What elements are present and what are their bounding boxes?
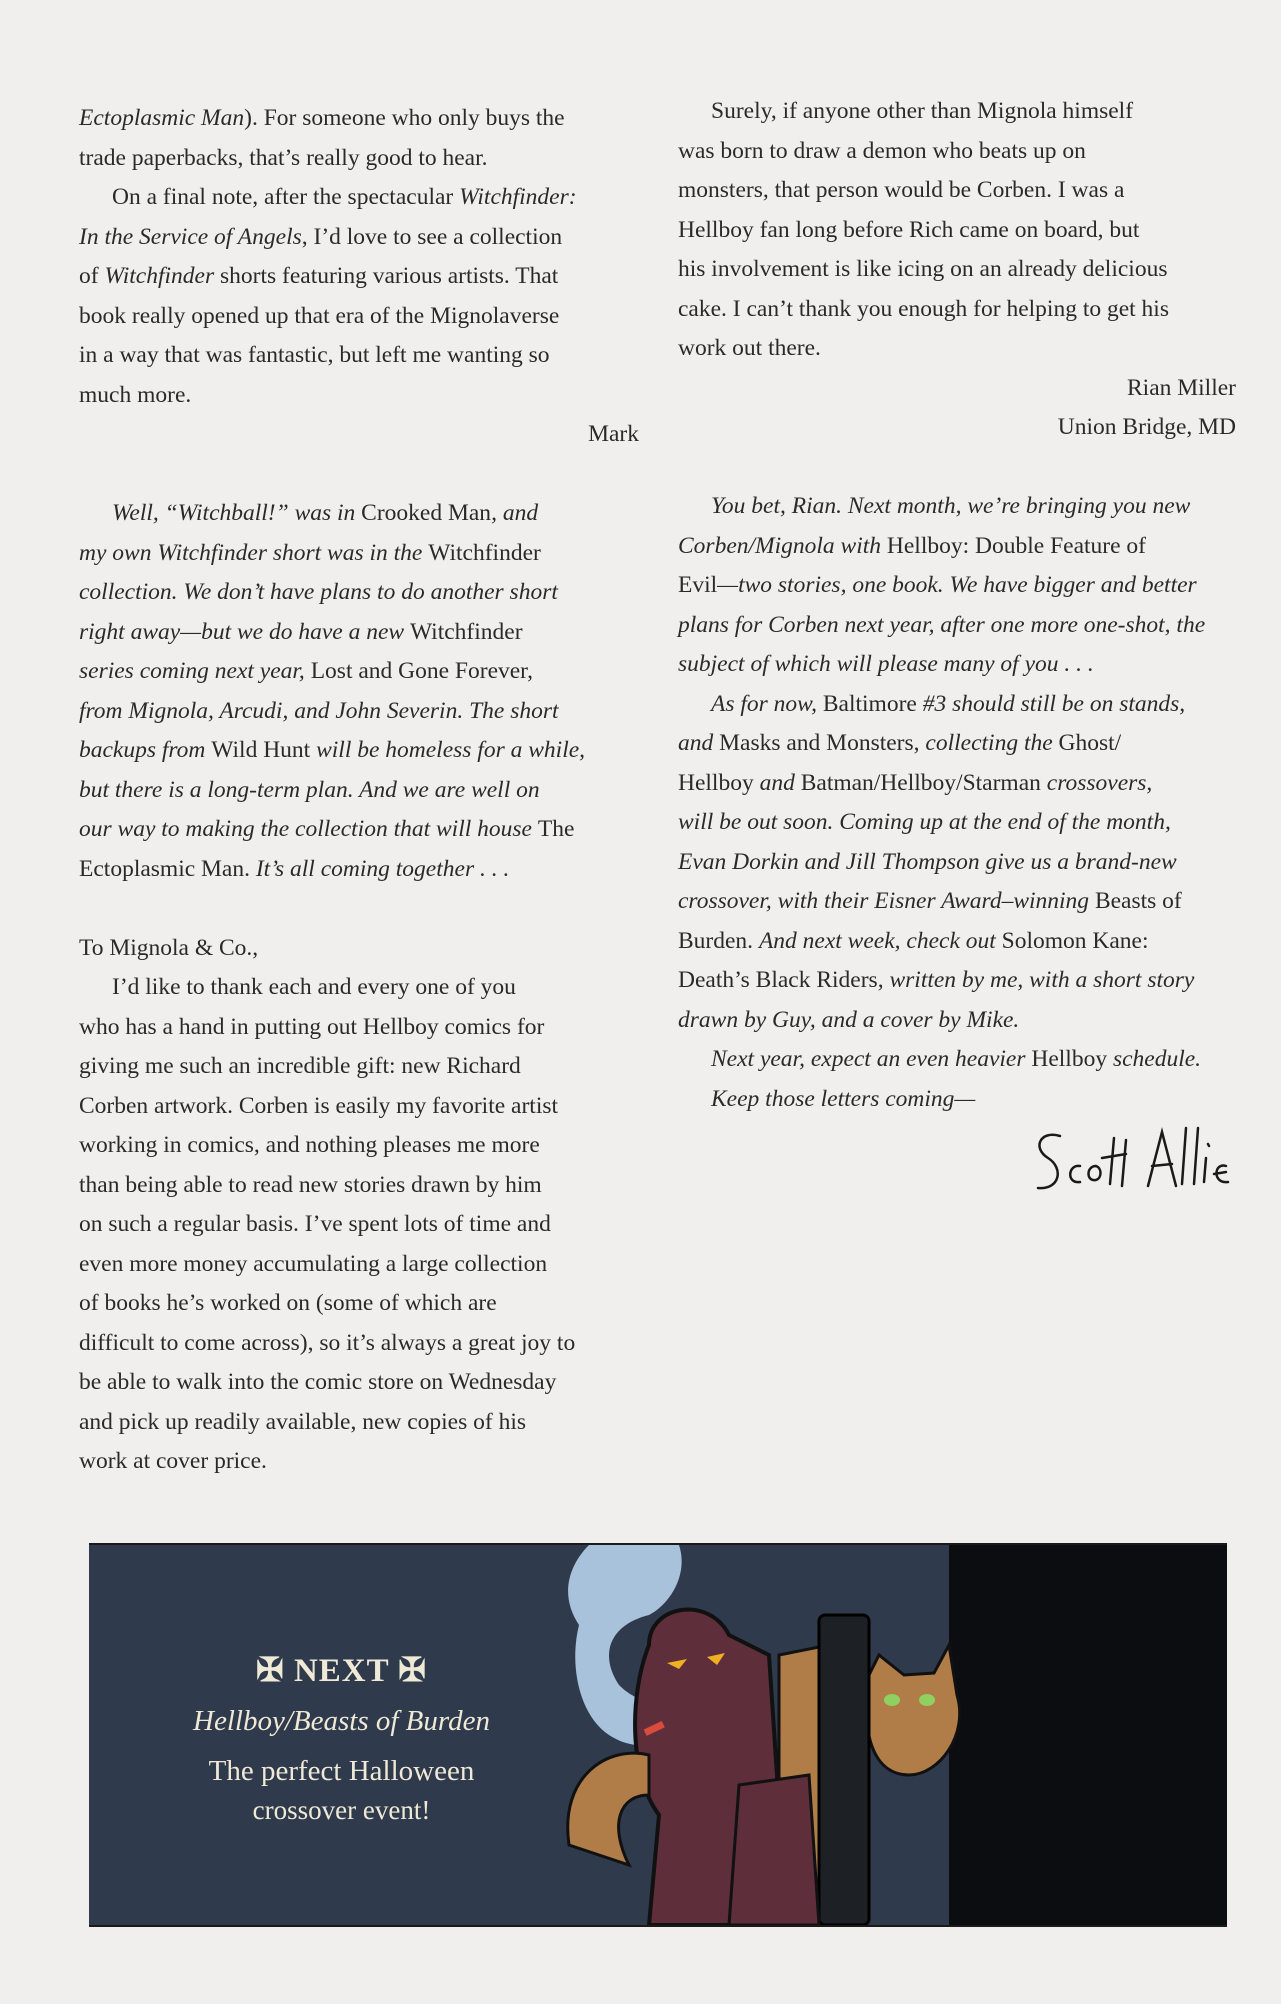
text-segment: Witchfinder:	[459, 184, 577, 210]
text-segment: who has a hand in putting out Hellboy comics for	[79, 1013, 545, 1040]
text-line	[79, 613, 639, 653]
text-segment: Burden.	[678, 927, 759, 954]
banner-tagline-2: crossover event!	[252, 1795, 431, 1825]
text-segment: And next week, check out	[758, 927, 1002, 954]
banner-next-heading: ✠ NEXT ✠	[256, 1653, 427, 1689]
text-line	[79, 1126, 639, 1166]
text-line	[678, 92, 1236, 132]
text-segment: #3 should still be on stands,	[916, 690, 1186, 717]
text-segment: on such a regular basis. I’ve spent lots of time and	[79, 1211, 551, 1237]
blank-line	[79, 455, 639, 495]
text-line	[79, 257, 639, 297]
text-segment: It’s all coming together . . .	[255, 855, 510, 882]
text-segment: Death’s Black Riders,	[678, 967, 890, 993]
text-segment: backups from	[79, 737, 212, 763]
text-segment: than being able to read new stories drawn by him	[79, 1171, 542, 1198]
text-segment: book really opened up that era of the Mignolaverse	[79, 302, 560, 329]
text-segment: collection. We don’t have plans to do another short	[79, 579, 558, 605]
right-column	[678, 92, 1236, 1119]
text-segment: crossovers,	[1046, 769, 1153, 796]
text-segment: Well, “Witchball!” was in	[112, 500, 362, 526]
text-segment: Rian Miller	[1127, 374, 1236, 401]
text-line	[678, 1080, 1236, 1120]
text-line	[678, 606, 1236, 646]
text-segment: shorts featuring various artists. That	[214, 263, 559, 289]
next-issue-banner	[89, 1543, 1227, 1927]
text-segment: Union Bridge, MD	[1057, 414, 1236, 440]
text-segment: Hellboy fan long before Rich came on board, but	[678, 216, 1140, 243]
text-segment: monsters, that person would be Corben. I was a	[678, 177, 1125, 203]
text-line	[678, 764, 1236, 804]
text-line	[79, 99, 639, 139]
blank-line	[79, 889, 639, 929]
text-segment: will be out soon. Coming up at the end of the month,	[678, 809, 1171, 835]
text-segment: even more money accumulating a large collection	[79, 1250, 548, 1277]
text-line	[79, 1205, 639, 1245]
text-line	[79, 692, 639, 732]
text-line	[79, 573, 639, 613]
text-segment: and	[678, 730, 720, 756]
text-segment: , and	[491, 500, 539, 526]
text-line	[79, 731, 639, 771]
text-segment: subject of which will please many of you . . .	[678, 651, 1094, 677]
text-segment: Hellboy	[1031, 1046, 1108, 1072]
text-line	[79, 297, 639, 337]
text-segment: I’d like to thank each and every one of you	[112, 974, 516, 1000]
text-segment: work out there.	[678, 335, 821, 361]
text-segment: Beasts of	[1094, 888, 1182, 914]
text-segment: Surely, if anyone other than Mignola himself	[711, 98, 1134, 124]
text-line	[79, 652, 639, 692]
text-segment: our way to making the collection that will house	[79, 816, 538, 842]
text-line	[79, 178, 639, 218]
text-segment: difficult to come across), so it’s always a great joy to	[79, 1329, 576, 1356]
text-segment: of books he’s worked on (some of which are	[79, 1290, 497, 1316]
text-line	[678, 132, 1236, 172]
text-segment: Witchfinder	[104, 263, 215, 289]
text-segment: of	[79, 263, 105, 289]
text-segment: To Mignola & Co.,	[79, 934, 259, 961]
text-line	[678, 566, 1236, 606]
text-segment: Baltimore	[822, 690, 917, 717]
text-line	[79, 1324, 639, 1364]
blank-line	[678, 448, 1236, 488]
banner-title: Hellboy/Beasts of Burden	[193, 1705, 490, 1737]
text-segment: ). For someone who only buys the	[244, 105, 565, 131]
text-segment: Corben/Mignola with	[678, 532, 887, 559]
text-segment: schedule.	[1107, 1046, 1202, 1072]
text-segment: , I’d love to see a collection	[301, 223, 563, 250]
text-segment: Next year, expect an even heavier	[711, 1046, 1032, 1072]
text-line	[678, 803, 1236, 843]
text-line	[678, 843, 1236, 883]
text-segment: series coming next year,	[79, 658, 311, 684]
text-line	[79, 1363, 639, 1403]
text-line	[79, 1087, 639, 1127]
text-segment: from Mignola, Arcudi, and John Severin. The short	[79, 697, 559, 724]
text-line	[79, 1166, 639, 1206]
text-segment: Wild Hunt	[211, 737, 311, 763]
text-segment: trade paperbacks, that’s really good to hear.	[79, 144, 488, 171]
text-line	[79, 810, 639, 850]
banner-tagline-1: The perfect Halloween	[208, 1755, 475, 1787]
text-line	[678, 527, 1236, 567]
text-segment: right away—but we do have a new	[79, 618, 410, 645]
text-segment: Witchfinder	[428, 539, 541, 566]
text-segment: Mark	[588, 421, 639, 447]
left-column	[79, 99, 639, 1482]
text-line	[79, 1403, 639, 1443]
text-line	[678, 487, 1236, 527]
text-line	[79, 1245, 639, 1285]
text-segment: was born to draw a demon who beats up on	[678, 137, 1086, 164]
text-segment: Witchfinder	[409, 618, 523, 645]
text-line	[79, 929, 639, 969]
text-line	[678, 645, 1236, 685]
text-segment: Ghost/	[1058, 730, 1122, 756]
text-line	[678, 685, 1236, 725]
text-segment: Ectoplasmic Man.	[79, 855, 256, 882]
text-segment: Solomon Kane:	[1001, 927, 1149, 954]
text-segment: drawn by Guy, and a cover by Mike.	[678, 1006, 1020, 1033]
text-segment: in a way that was fantastic, but left me wanting so	[79, 342, 550, 368]
text-segment: Batman/Hellboy/Starman	[800, 769, 1047, 796]
text-line	[79, 534, 639, 574]
text-segment: and	[759, 769, 801, 796]
text-segment: As for now,	[711, 690, 823, 717]
text-line	[79, 850, 639, 890]
text-segment: Hellboy	[678, 769, 760, 796]
text-line	[79, 336, 639, 376]
text-line	[678, 882, 1236, 922]
text-line	[79, 494, 639, 534]
text-line	[678, 724, 1236, 764]
banner-text	[89, 1545, 594, 1925]
text-segment: working in comics, and nothing pleases me more	[79, 1132, 540, 1158]
text-segment: but there is a long-term plan. And we are well on	[79, 776, 540, 803]
text-segment: Crooked Man	[361, 500, 492, 526]
text-line	[678, 290, 1236, 330]
text-line	[79, 1047, 639, 1087]
text-line	[678, 408, 1236, 448]
text-segment: Hellboy: Double Feature of	[886, 532, 1146, 559]
text-segment: —two stories, one book. We have bigger and better	[717, 572, 1197, 598]
text-segment: On a final note, after the spectacular	[112, 184, 460, 210]
text-segment: written by me, with a short story	[889, 967, 1195, 993]
text-segment: and pick up readily available, new copies of his	[79, 1408, 527, 1435]
text-line	[79, 771, 639, 811]
text-segment: Corben artwork. Corben is easily my favorite artist	[79, 1092, 559, 1119]
text-line	[79, 218, 639, 258]
text-segment: You bet, Rian. Next month, we’re bringing you new	[711, 493, 1191, 519]
text-line	[678, 369, 1236, 409]
text-segment: my own Witchfinder short was in the	[79, 539, 429, 566]
text-line	[79, 968, 639, 1008]
text-segment: Masks and Monsters,	[719, 730, 926, 756]
text-segment: collecting the	[925, 730, 1059, 756]
text-line	[678, 171, 1236, 211]
text-segment: Lost and Gone Forever,	[310, 658, 533, 684]
text-segment: Keep those letters coming—	[711, 1085, 976, 1112]
text-line	[678, 961, 1236, 1001]
text-segment: Ectoplasmic Man	[79, 105, 245, 131]
text-line	[79, 1284, 639, 1324]
text-segment: Evil	[678, 572, 718, 598]
text-line	[79, 1442, 639, 1482]
text-line	[79, 139, 639, 179]
text-segment: crossover, with their Eisner Award–winning	[678, 888, 1095, 914]
text-segment: giving me such an incredible gift: new Richard	[79, 1053, 521, 1079]
text-segment: work at cover price.	[79, 1448, 267, 1474]
text-segment: will be homeless for a while,	[310, 737, 586, 763]
text-segment: In the Service of Angels	[79, 223, 302, 250]
text-segment: his involvement is like icing on an already delicious	[678, 256, 1168, 282]
text-line	[79, 1008, 639, 1048]
text-line	[678, 1040, 1236, 1080]
text-segment: much more.	[79, 381, 192, 408]
text-line	[678, 329, 1236, 369]
text-line	[678, 250, 1236, 290]
text-segment: Evan Dorkin and Jill Thompson give us a brand-new	[678, 848, 1177, 875]
text-segment: be able to walk into the comic store on Wednesday	[79, 1369, 557, 1395]
text-line	[678, 211, 1236, 251]
text-segment: cake. I can’t thank you enough for helping to get his	[678, 295, 1169, 322]
signature-scott-allie	[1030, 1118, 1230, 1213]
text-segment: plans for Corben next year, after one more one-shot, the	[678, 611, 1206, 638]
text-line	[79, 376, 639, 416]
text-segment: The	[537, 816, 575, 842]
text-line	[678, 1001, 1236, 1041]
text-line	[678, 922, 1236, 962]
text-line	[79, 415, 639, 455]
